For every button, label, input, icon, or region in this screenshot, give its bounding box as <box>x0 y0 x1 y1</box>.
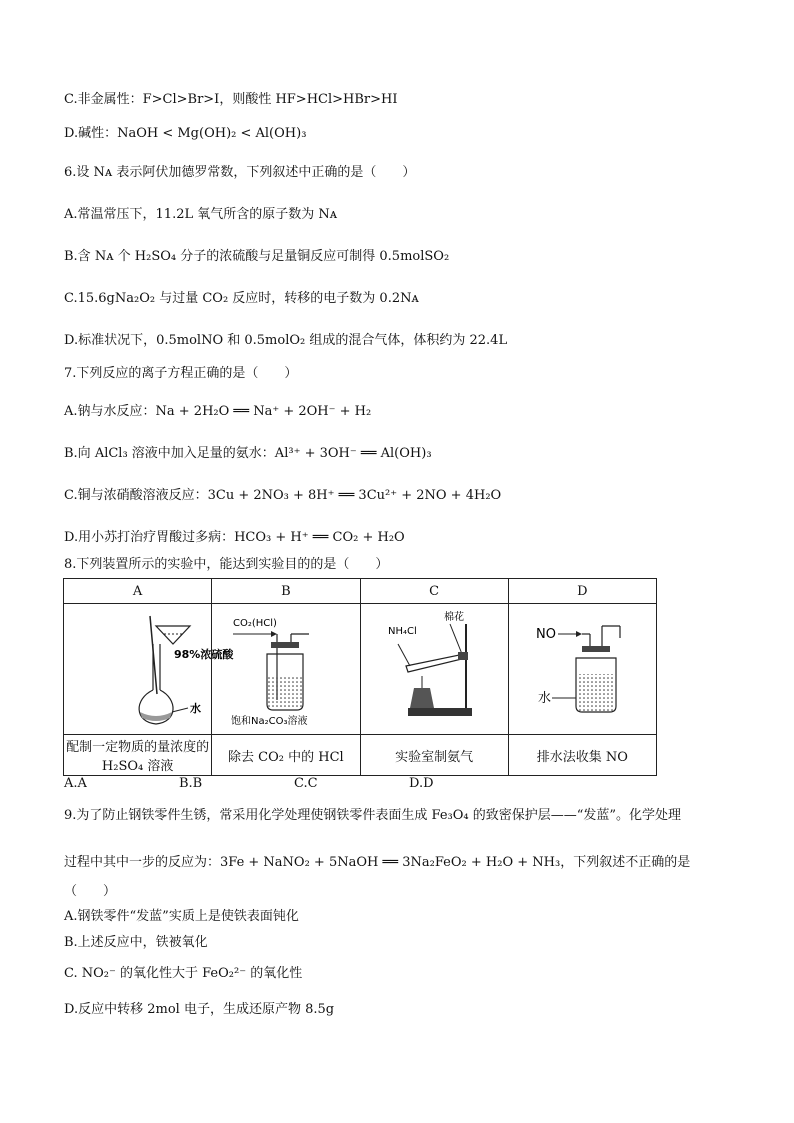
q9-stem-2: 过程中其中一步的反应为：3Fe + NaNO₂ + 5NaOH ══ 3Na₂FeO₂ + H₂O + NH₃，下列叙述不正确的是 <box>64 855 691 870</box>
q9-option-c: C. NO₂⁻ 的氧化性大于 FeO₂²⁻ 的氧化性 <box>64 966 303 981</box>
q9-option-a: A.钢铁零件“发蓝”实质上是使铁表面钝化 <box>64 909 299 924</box>
q7-option-a: A.钠与水反应：Na + 2H₂O ══ Na⁺ + 2OH⁻ + H₂ <box>64 404 372 419</box>
caption-c: 实验室制氨气 <box>360 735 508 776</box>
label-no: NO <box>536 627 557 642</box>
q8-option-a: A.A <box>64 776 87 791</box>
q8-options <box>64 776 524 791</box>
label-gas-b: CO₂(HCl) <box>232 618 277 629</box>
header-d: D <box>508 579 656 604</box>
q6-stem: 6.设 Nᴀ 表示阿伏加德罗常数，下列叙述中正确的是（ ） <box>64 165 416 180</box>
q9-stem-3: （ ） <box>64 884 117 899</box>
q7-stem: 7.下列反应的离子方程正确的是（ ） <box>64 366 298 381</box>
wash-bottle-diagram <box>223 604 349 730</box>
q6-option-a: A.常温常压下，11.2L 氧气所含的原子数为 Nᴀ <box>64 207 338 222</box>
caption-a: 配制一定物质的量浓度的 H₂SO₄ 溶液 <box>64 735 212 776</box>
label-cotton: 棉花 <box>444 612 465 623</box>
header-a: A <box>64 579 212 604</box>
caption-d: 排水法收集 NO <box>508 735 656 776</box>
q5-option-d: D.碱性：NaOH < Mg(OH)₂ < Al(OH)₃ <box>64 126 307 141</box>
label-solution-b: 饱和Na₂CO₃溶液 <box>230 716 308 727</box>
header-b: B <box>212 579 360 604</box>
q6-option-c: C.15.6gNa₂O₂ 与过量 CO₂ 反应时，转移的电子数为 0.2Nᴀ <box>64 291 419 306</box>
q7-option-b: B.向 AlCl₃ 溶液中加入足量的氨水：Al³⁺ + 3OH⁻ ══ Al(OH)₃ <box>64 446 432 461</box>
q6-option-b: B.含 Nᴀ 个 H₂SO₄ 分子的浓硫酸与足量铜反应可制得 0.5molSO₂ <box>64 249 450 264</box>
q7-option-d: D.用小苏打治疗胃酸过多病：HCO₃ + H⁺ ══ CO₂ + H₂O <box>64 530 405 545</box>
experiment-table <box>63 578 657 776</box>
label-water-a: 水 <box>190 702 201 715</box>
q8-option-b: B.B <box>179 776 203 791</box>
q9-stem: 9.为了防止钢铁零件生锈，常采用化学处理使钢铁零件表面生成 Fe₃O₄ 的致密保护层——“发蓝”。化学处理 <box>64 808 682 823</box>
apparatus-d <box>508 604 656 735</box>
ammonia-setup-diagram <box>380 604 488 730</box>
q8-option-c: C.C <box>294 776 318 791</box>
apparatus-a <box>64 604 234 735</box>
q6-option-d: D.标准状况下，0.5molNO 和 0.5molO₂ 组成的混合气体，体积约为 22.4L <box>64 333 508 348</box>
q8-stem: 8.下列装置所示的实验中，能达到实验目的的是（ ） <box>64 557 389 572</box>
q7-option-c: C.铜与浓硝酸溶液反应：3Cu + 2NO₃ + 8H⁺ ══ 3Cu²⁺ + 2NO + 4H₂O <box>64 488 502 503</box>
apparatus-b <box>212 604 360 735</box>
label-nh4cl: NH₄Cl <box>388 626 417 637</box>
q8-option-d: D.D <box>409 776 434 791</box>
gas-collection-diagram <box>530 604 634 730</box>
label-acid: 98%浓硫酸 <box>174 648 234 661</box>
apparatus-c <box>360 604 508 735</box>
header-c: C <box>360 579 508 604</box>
caption-b: 除去 CO₂ 中的 HCl <box>212 735 360 776</box>
q5-option-c: C.非金属性：F>Cl>Br>I，则酸性 HF>HCl>HBr>HI <box>64 92 398 107</box>
label-water-d: 水 <box>538 691 552 706</box>
q9-option-d: D.反应中转移 2mol 电子，生成还原产物 8.5g <box>64 1002 335 1017</box>
q9-option-b: B.上述反应中，铁被氧化 <box>64 935 208 950</box>
